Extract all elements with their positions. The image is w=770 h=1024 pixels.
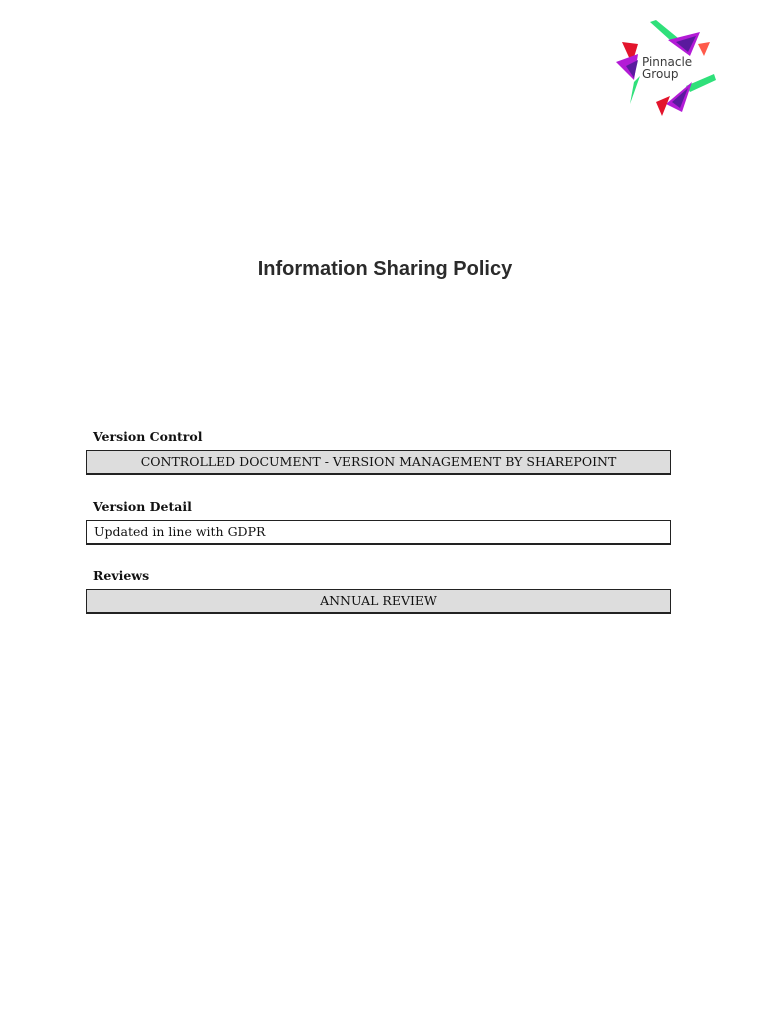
version-control-label: Version Control	[93, 429, 203, 444]
version-control-value: CONTROLLED DOCUMENT - VERSION MANAGEMENT BY SHAREPOINT	[86, 450, 671, 475]
version-detail-value: Updated in line with GDPR	[86, 520, 671, 545]
document-title: Information Sharing Policy	[257, 258, 513, 280]
reviews-label: Reviews	[93, 568, 150, 583]
logo-text-group: Group	[642, 67, 679, 81]
reviews-section	[86, 568, 671, 614]
version-control-section	[86, 429, 671, 475]
logo-wordmark	[642, 56, 692, 80]
pinnacle-group-logo	[612, 16, 724, 120]
logo-text-pinnacle: Pinnacle	[642, 55, 693, 69]
reviews-value: ANNUAL REVIEW	[86, 589, 671, 614]
version-detail-section	[86, 499, 671, 545]
version-detail-label: Version Detail	[93, 499, 192, 514]
